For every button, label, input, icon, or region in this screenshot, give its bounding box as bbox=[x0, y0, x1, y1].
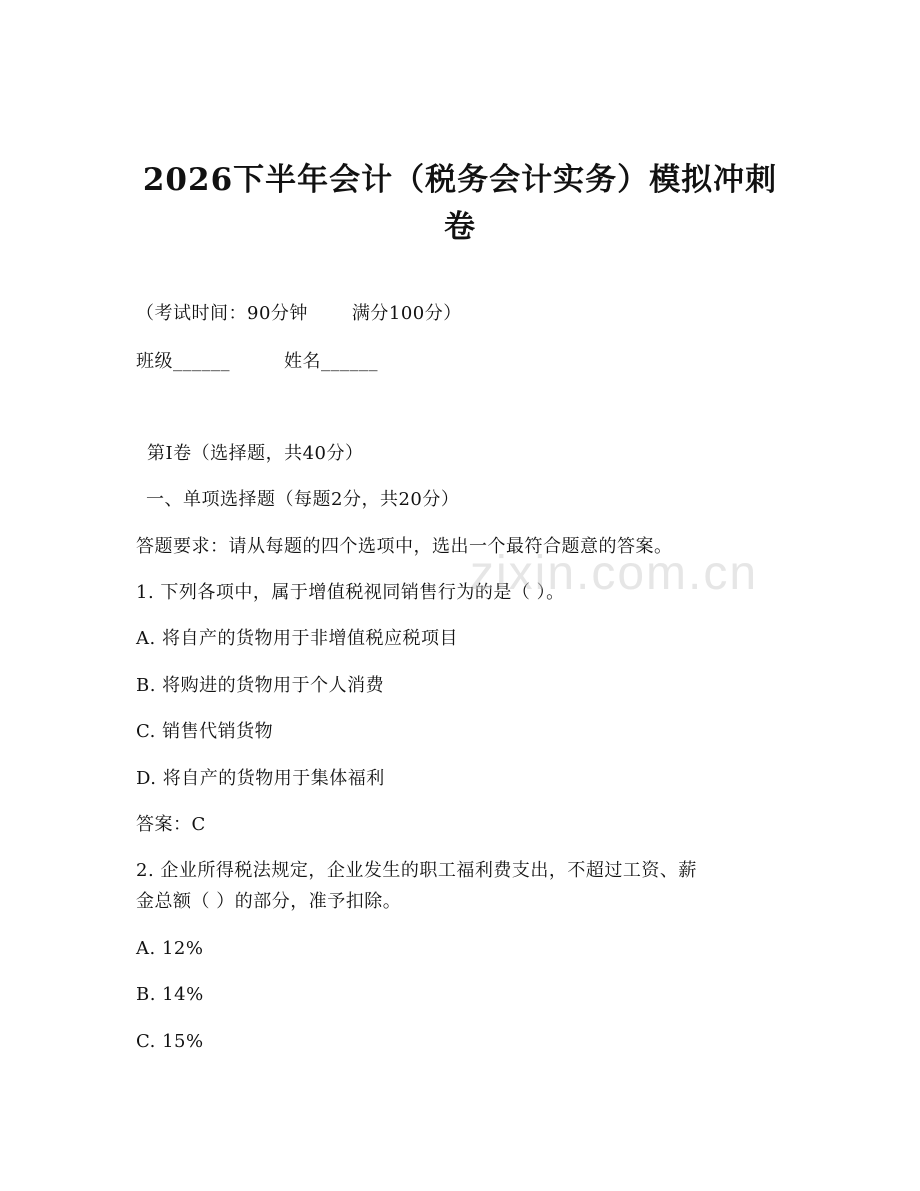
instructions: 答题要求：请从每题的四个选项中，选出一个最符合题意的答案。 bbox=[136, 536, 673, 557]
exam-time: （考试时间：90分钟 bbox=[136, 303, 308, 324]
question-1-option-c: C. 销售代销货物 bbox=[136, 721, 274, 742]
question-1-stem: 1. 下列各项中，属于增值税视同销售行为的是（ ）。 bbox=[136, 582, 565, 603]
question-2-stem-line1: 2. 企业所得税法规定，企业发生的职工福利费支出，不超过工资、薪 bbox=[136, 860, 697, 881]
section-title: 一、单项选择题（每题2分，共20分） bbox=[146, 489, 460, 510]
student-info bbox=[136, 350, 378, 374]
question-2-stem-line2: 金总额（ ）的部分，准予扣除。 bbox=[136, 891, 402, 912]
document-title-line1: 2026下半年会计（税务会计实务）模拟冲刺 bbox=[142, 162, 778, 198]
question-2-option-a: A. 12% bbox=[136, 938, 204, 959]
class-field: 班级______ bbox=[136, 351, 230, 372]
question-1-option-a: A. 将自产的货物用于非增值税应税项目 bbox=[136, 628, 458, 649]
document-title-line2: 卷 bbox=[444, 209, 476, 245]
watermark-text: zixin.com.cn bbox=[470, 547, 759, 600]
name-field: 姓名______ bbox=[284, 351, 378, 372]
question-2-option-c: C. 15% bbox=[136, 1031, 204, 1052]
exam-info bbox=[136, 302, 462, 326]
question-1-option-b: B. 将购进的货物用于个人消费 bbox=[136, 675, 385, 696]
question-2-option-b: B. 14% bbox=[136, 984, 204, 1005]
full-score: 满分100分） bbox=[351, 303, 462, 324]
part-title: 第I卷（选择题，共40分） bbox=[147, 443, 364, 464]
question-1-answer: 答案：C bbox=[136, 814, 206, 835]
question-1-option-d: D. 将自产的货物用于集体福利 bbox=[136, 768, 385, 789]
